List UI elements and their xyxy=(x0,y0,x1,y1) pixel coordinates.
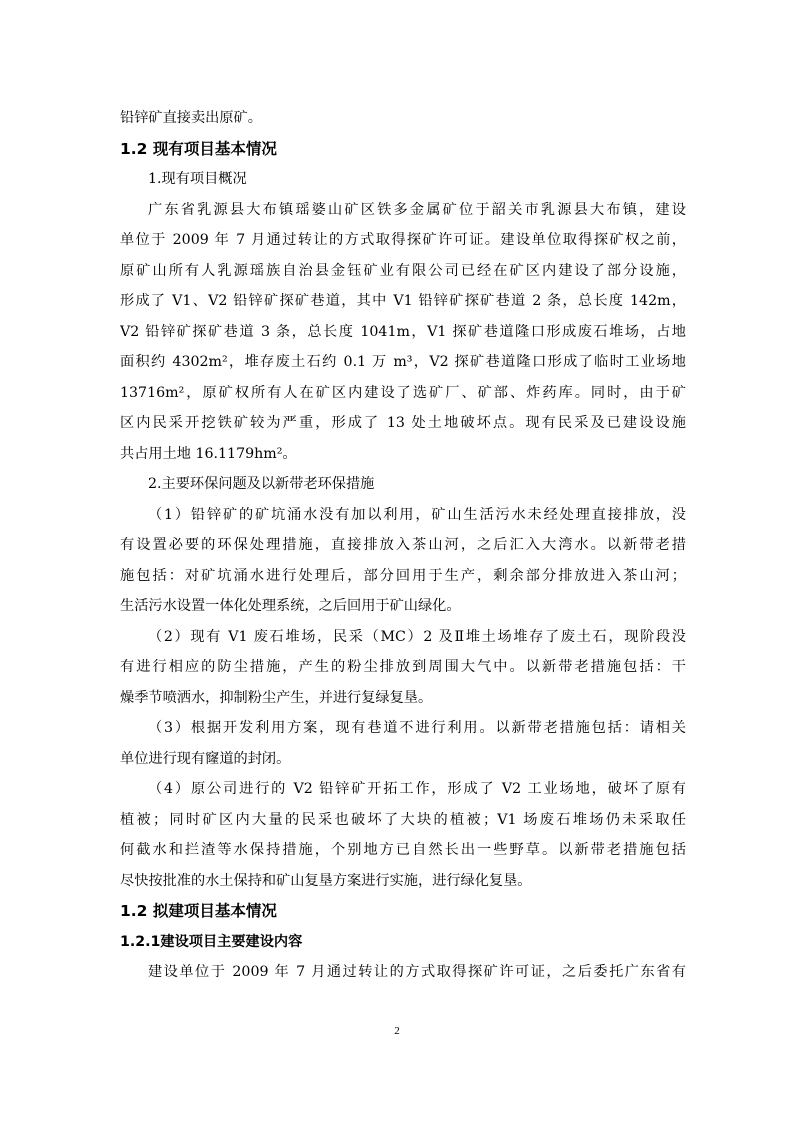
paragraph-line: 形成了 V1、V2 铅锌矿探矿巷道，其中 V1 铅锌矿探矿巷道 2 条，总长度 142m， xyxy=(120,293,686,309)
paragraph-line: 植被；同时矿区内大量的民采也破坏了大块的植被；V1 场废石堆场仍未采取任 xyxy=(120,811,686,828)
paragraph-line: 13716m²，原矿权所有人在矿区内建设了选矿厂、矿部、炸药库。同时，由于矿 xyxy=(120,384,686,401)
paragraph-line: 尽快按批准的水土保持和矿山复垦方案进行实施，进行绿化复垦。 xyxy=(120,872,532,889)
paragraph-line: 生活污水设置一体化处理系统，之后回用于矿山绿化。 xyxy=(120,598,461,614)
section-heading: 1.2 现有项目基本情况 xyxy=(120,139,277,158)
page-number: 2 xyxy=(394,1025,400,1037)
paragraph-line: 单位于 2009 年 7 月通过转让的方式取得探矿许可证。建设单位取得探矿权之前， xyxy=(120,232,686,248)
paragraph-line: 面积约 4302m²，堆存废土石约 0.1 万 m³，V2 探矿巷道隆口形成了临时工业场地 xyxy=(120,354,686,370)
paragraph-line: 铅锌矿直接卖出原矿。 xyxy=(120,110,262,126)
paragraph-line: 区内民采开挖铁矿较为严重，形成了 13 处土地破坏点。现有民采及已建设设施 xyxy=(120,415,686,431)
paragraph-line: （2）现有 V1 废石堆场，民采（MC）2 及Ⅱ堆土场堆存了废土石，现阶段没 xyxy=(148,628,686,645)
paragraph-line: （1）铅锌矿的矿坑涌水没有加以利用，矿山生活污水未经处理直接排放，没 xyxy=(148,506,686,523)
paragraph-line: 单位进行现有窿道的封闭。 xyxy=(120,750,291,767)
paragraph-line: 建设单位于 2009 年 7 月通过转让的方式取得探矿许可证，之后委托广东省有 xyxy=(148,964,686,980)
section-heading: 1.2 拟建项目基本情况 xyxy=(120,902,277,920)
paragraph-line: 有设置必要的环保处理措施，直接排放入茶山河，之后汇入大湾水。以新带老措 xyxy=(120,537,686,553)
paragraph-line: （4）原公司进行的 V2 铅锌矿开拓工作，形成了 V2 工业场地，破坏了原有 xyxy=(148,781,686,797)
subsection-label: 2.主要环保问题及以新带老环保措施 xyxy=(148,476,375,492)
page-body xyxy=(120,103,686,988)
paragraph-line: 广东省乳源县大布镇瑶婆山矿区铁多金属矿位于韶关市乳源县大布镇，建设 xyxy=(148,201,686,218)
paragraph-line: 施包括：对矿坑涌水进行处理后，部分回用于生产，剩余部分排放进入茶山河； xyxy=(120,567,686,584)
paragraph-line: 何截水和拦渣等水保持措施，个别地方已自然长出一些野草。以新带老措施包括 xyxy=(120,842,686,858)
paragraph-line: 燥季节喷洒水，抑制粉尘产生，并进行复绿复垦。 xyxy=(120,689,433,706)
paragraph-line: 原矿山所有人乳源瑶族自治县金钰矿业有限公司已经在矿区内建设了部分设施， xyxy=(120,262,686,279)
paragraph-line: （3）根据开发利用方案，现有巷道不进行利用。以新带老措施包括：请相关 xyxy=(148,720,686,736)
paragraph-line: 共占用土地 16.1179hm²。 xyxy=(120,445,297,462)
paragraph-line: 有进行相应的防尘措施，产生的粉尘排放到周围大气中。以新带老措施包括：干 xyxy=(120,659,686,675)
paragraph-line: V2 铅锌矿探矿巷道 3 条，总长度 1041m，V1 探矿巷道隆口形成废石堆场，占地 xyxy=(120,323,686,340)
subsection-heading: 1.2.1建设项目主要建设内容 xyxy=(120,933,303,950)
subsection-label: 1.现有项目概况 xyxy=(148,171,247,187)
